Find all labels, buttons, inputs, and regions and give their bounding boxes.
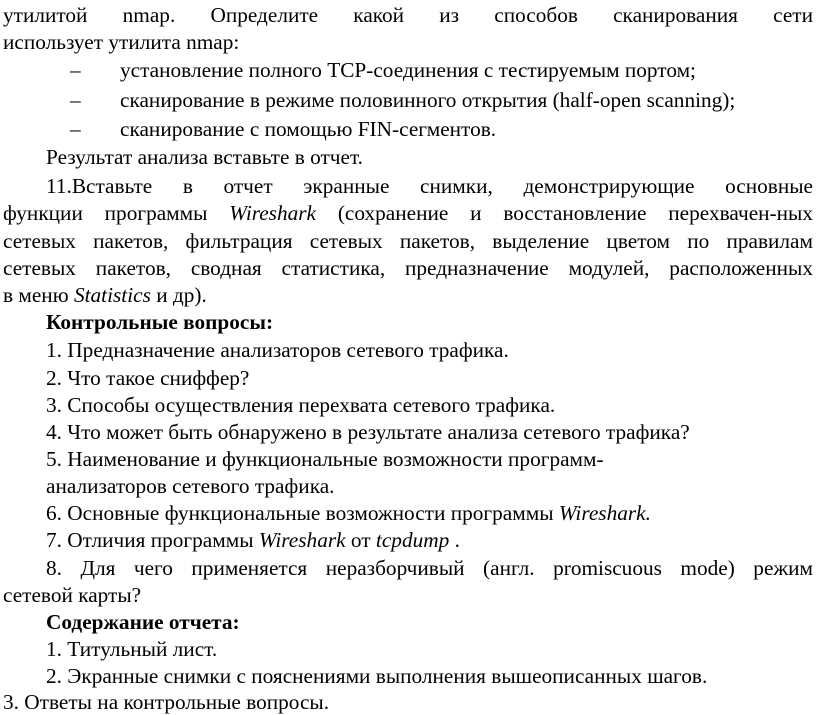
- report-item: 3. Ответы на контрольные вопросы.: [3, 690, 330, 714]
- question-text: 6. Основные функциональные возможности программы: [46, 501, 559, 525]
- question-item: 1. Предназначение анализаторов сетевого трафика.: [46, 338, 509, 362]
- question-text: .: [449, 528, 460, 552]
- scan-method-item: сканирование с помощью FIN-сегментов.: [120, 117, 497, 141]
- scan-method-item: сканирование в режиме половинного открытия (half-open scanning);: [120, 88, 736, 112]
- tcpdump-name: tcpdump: [375, 528, 450, 552]
- statistics-menu-name: Statistics: [73, 283, 151, 307]
- wireshark-name: Wireshark: [258, 528, 346, 552]
- control-questions-heading: Контрольные вопросы:: [46, 310, 274, 334]
- item-11-line-5: [3, 285, 207, 306]
- intro-line-2: использует утилита nmap:: [3, 30, 240, 54]
- question-text: от: [345, 528, 376, 552]
- item-11-line-3: сетевых пакетов, фильтрация сетевых пакетов, выделение цветом по правилам: [3, 229, 813, 253]
- item-11-text: в меню: [3, 283, 74, 307]
- item-11-text: функции программы: [3, 201, 230, 225]
- question-item: 4. Что может быть обнаружено в результате анализа сетевого трафика?: [46, 420, 690, 444]
- question-item-continued: анализаторов сетевого трафика.: [46, 474, 335, 498]
- question-item-continued: сетевой карты?: [3, 583, 142, 607]
- bullet-dash: –: [70, 88, 81, 112]
- report-item: 2. Экранные снимки с пояснениями выполнения вышеописанных шагов.: [46, 664, 708, 688]
- question-item: 2. Что такое сниффер?: [46, 366, 250, 390]
- report-item: 1. Титульный лист.: [46, 637, 218, 661]
- item-11-line-2: [3, 203, 813, 224]
- question-text: 7. Отличия программы: [46, 528, 259, 552]
- report-contents-heading: Содержание отчета:: [46, 610, 240, 634]
- question-item: [46, 503, 651, 524]
- wireshark-name: Wireshark.: [558, 501, 651, 525]
- item-11-line-1: 11.Вставьте в отчет экранные снимки, демонстрирующие основные: [46, 174, 813, 198]
- scan-method-item: установление полного TCP-соединения с тестируемым портом;: [120, 58, 696, 82]
- intro-line-1: утилитой nmap. Определите какой из способов сканирования сети: [3, 3, 813, 27]
- item-11-line-4: сетевых пакетов, сводная статистика, предназначение модулей, расположенных: [3, 256, 813, 280]
- result-instruction: Результат анализа вставьте в отчет.: [46, 145, 363, 169]
- item-11-text: (сохранение и восстановление перехвачен-ных: [316, 201, 813, 225]
- item-11-text: и др).: [150, 283, 207, 307]
- wireshark-name: Wireshark: [229, 201, 317, 225]
- bullet-dash: –: [70, 58, 81, 82]
- question-item: 8. Для чего применяется неразборчивый (англ. promiscuous mode) режим: [46, 556, 813, 580]
- question-item: [46, 530, 460, 551]
- bullet-dash: –: [70, 117, 81, 141]
- question-item: 5. Наименование и функциональные возможности программ-: [46, 447, 604, 471]
- question-item: 3. Способы осуществления перехвата сетевого трафика.: [46, 393, 556, 417]
